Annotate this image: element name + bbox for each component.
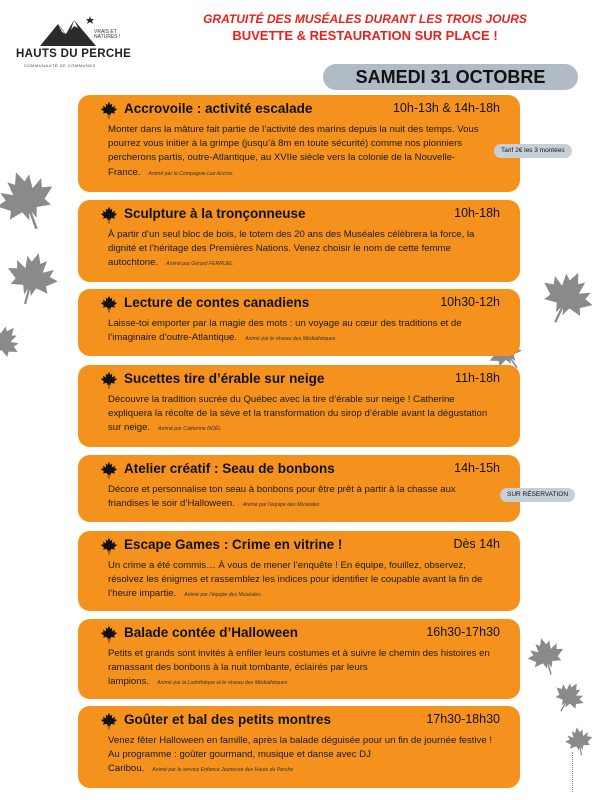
logo	[14, 14, 144, 74]
maple-leaf-icon	[546, 674, 592, 720]
decor-dotted-line	[572, 752, 581, 792]
maple-leaf-icon	[100, 371, 118, 389]
event-title: Escape Games : Crime en vitrine !	[124, 537, 343, 552]
logo-name: HAUTS DU PERCHE	[16, 48, 132, 60]
event-description	[108, 393, 496, 437]
header-refreshments: BUVETTE & RESTAURATION SUR PLACE !	[232, 28, 498, 43]
event-title: Atelier créatif : Seau de bonbons	[124, 461, 335, 476]
event-title: Lecture de contes canadiens	[124, 295, 310, 310]
event-title: Accrovoile : activité escalade	[124, 101, 313, 116]
event-description-text: Laisse-toi emporter par la magie des mots : un voyage au cœur des traditions et de l’imaginaire d’outre-Atlantique.	[108, 318, 462, 344]
price-tag: Tarif 2€ les 3 montées	[494, 144, 572, 158]
event-time: 17h30-18h30	[426, 712, 500, 726]
event-description	[108, 734, 496, 778]
event-credit: Animé par Catherine NOËL	[158, 426, 222, 433]
event-credit: Animé par le réseau des Médiathèques	[245, 336, 336, 343]
event-title: Balade contée d’Halloween	[124, 625, 299, 640]
event-card	[78, 365, 520, 447]
event-credit: Animé par la Compagnie Lez Accros	[148, 170, 233, 177]
event-title: Sucettes tire d’érable sur neige	[124, 371, 325, 386]
logo-subtitle: COMMUNAUTÉ DE COMMUNES	[24, 63, 96, 68]
event-card	[78, 619, 520, 699]
event-card	[78, 531, 520, 611]
maple-leaf-icon	[0, 159, 67, 241]
event-description	[108, 317, 496, 346]
event-description-text: Décore et personnalise ton seau à bonbons pour être prêt à partir à la chasse aux friandises le soir d’Halloween.	[108, 484, 456, 510]
date-banner: SAMEDI 31 OCTOBRE	[323, 64, 578, 90]
maple-leaf-icon	[0, 244, 66, 313]
event-time: 10h30-12h	[440, 295, 500, 309]
event-description	[108, 228, 496, 272]
event-time: 10h-18h	[454, 206, 500, 220]
event-title: Goûter et bal des petits montres	[124, 712, 332, 727]
event-time: 11h-18h	[455, 371, 500, 385]
event-description	[108, 483, 496, 512]
event-time: 14h-15h	[454, 461, 500, 475]
event-credit: Animé par Gérard FERRUEL	[166, 261, 234, 268]
mountain-logo-icon	[38, 14, 98, 48]
event-description-text: Venez fêter Halloween en famille, après la balade déguisée pour un fin de journée festive ! Au programme : goûter gourmand, musique et danse avec DJ Caribou.	[108, 735, 492, 775]
event-description-text: Un crime a été commis… À vous de mener l’enquête ! En équipe, fouillez, observez, résolvez les énigmes et rassemblez les indices pour identifier le coupable avant la fin de l’heure impartie.	[108, 560, 483, 600]
maple-leaf-icon	[0, 314, 30, 370]
event-time: 16h30-17h30	[426, 625, 500, 639]
event-title: Sculpture à la tronçonneuse	[124, 206, 306, 221]
maple-leaf-icon	[100, 461, 118, 479]
maple-leaf-icon	[100, 537, 118, 555]
event-description	[108, 123, 496, 181]
event-time: Dès 14h	[453, 537, 500, 551]
event-description-text: À partir d’un seul bloc de bois, le totem des 20 ans des Muséales célèbrera la force, la dignité et l’héritage des Premières Nations. Venez choisir le nom de cette femme autochtone.	[108, 229, 475, 269]
reservation-tag: SUR RÉSERVATION	[500, 488, 575, 502]
maple-leaf-icon	[100, 206, 118, 224]
event-credit: Animé par la Ludothèque et le réseau des Médiathèques	[157, 680, 288, 687]
event-description	[108, 647, 496, 691]
event-card	[78, 200, 520, 282]
maple-leaf-icon	[528, 258, 600, 335]
event-credit: Animé par l’équipe des Muséales	[184, 592, 261, 599]
maple-leaf-icon	[100, 101, 118, 119]
event-description-text: Petits et grands sont invités à enfiler leurs costumes et à suivre le chemin des histoires en ramassant des bonbons à la nuit tombante, éclairés par leurs lampions.	[108, 648, 490, 688]
header-free-entry: GRATUITÉ DES MUSÉALES DURANT LES TROIS JOURS	[203, 12, 527, 26]
event-card	[78, 706, 520, 788]
event-description-text: Découvre la tradition sucrée du Québec avec la tire d’érable sur neige ! Catherine expliquera la récolte de la sève et la transformation du sirop d’érable avant la dégustation sur neige.	[108, 394, 488, 434]
maple-leaf-icon	[100, 625, 118, 643]
event-card	[78, 289, 520, 356]
event-card	[78, 455, 520, 522]
event-credit: Animé par le service Enfance Jeunesse des Hauts du Perche	[152, 767, 294, 774]
maple-leaf-icon	[100, 295, 118, 313]
event-card	[78, 95, 520, 192]
event-credit: Animé par l’équipe des Muséales	[242, 502, 320, 509]
event-description-text: Monter dans la mâture fait partie de l’activité des marins depuis la nuit des temps. Vous pourrez vous initier à la grimpe (jusqu’à 8m en toute sécurité) comme nos pionniers percherons partis, outre-Atlantique, au XVIIe siècle vers la colonie de la Nouvelle-France.	[108, 124, 479, 178]
event-time: 10h-13h & 14h-18h	[392, 101, 500, 115]
logo-tagline: VRAIS ET NATURES !	[94, 29, 121, 40]
event-description	[108, 559, 496, 603]
maple-leaf-icon	[100, 712, 118, 730]
